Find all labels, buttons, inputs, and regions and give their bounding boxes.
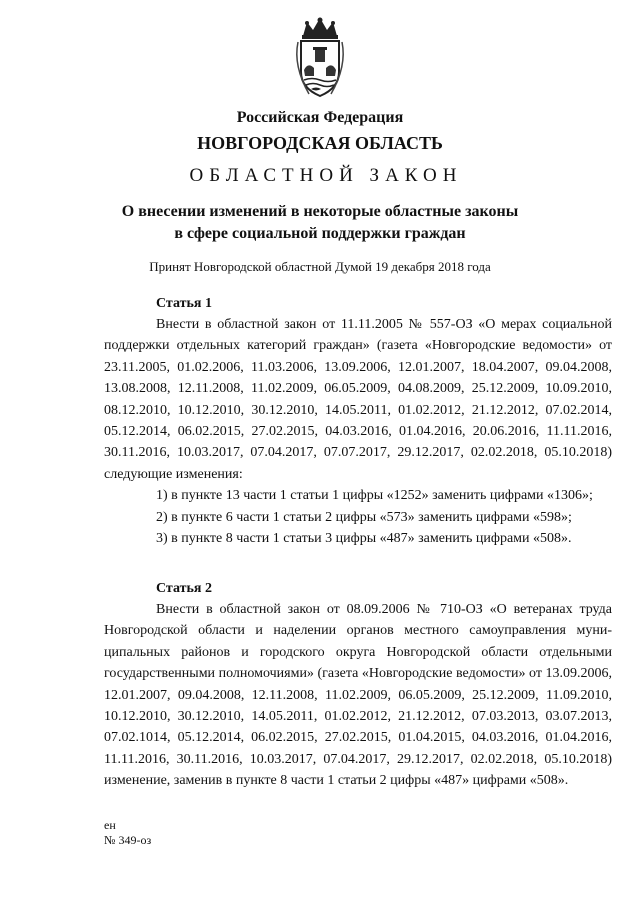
article-1-item-1: 1) в пункте 13 части 1 статьи 1 цифры «1252» заменить цифрами «1306»;	[156, 488, 593, 504]
article-1-item-3: 3) в пункте 8 части 1 статьи 3 цифры «487» заменить цифрами «508».	[156, 531, 572, 547]
law-title-line-1: О внесении изменений в некоторые областные законы	[121, 203, 519, 220]
executor-initials: ен	[104, 818, 116, 832]
article-2	[104, 578, 612, 792]
law-title	[0, 201, 640, 245]
region-name: НОВГОРОДСКАЯ ОБЛАСТЬ	[197, 133, 443, 153]
law-type: ОБЛАСТНОЙ ЗАКОН	[189, 165, 463, 186]
article-1-item-2: 2) в пункте 6 части 1 статьи 2 цифры «573» заменить цифрами «598»;	[156, 509, 572, 525]
registration-note	[104, 818, 151, 848]
law-number: № 349-оз	[104, 833, 152, 847]
country-name: Российская Федерация	[236, 109, 404, 126]
law-title-line-2: в сфере социальной поддержки граждан	[174, 225, 466, 242]
novgorod-coat-of-arms-icon	[291, 16, 349, 100]
article-2-heading: Статья 2	[156, 581, 212, 596]
article-1-heading: Статья 1	[156, 296, 212, 311]
article-1	[104, 293, 612, 549]
article-1-intro: Внести в областной закон от 11.11.2005 № 557-ОЗ «О мерах социальной поддержки отдельных категорий граждан» (газета «Новгородские ведомости» от 23.11.2005, 01.02.2006, 11.03.2006, 13.09.2006, 12.01.2007, 18.04.2007, 09.04.2008, 13.08.2008, 12.11.2008, 11.02.2009, 06.05.2009, 04.08.2009, 25.12.2009, 10.09.2010, 08.12.2010, 10.12.2010, 30.12.2010, 14.05.2011, 01.02.2012, 21.12.2012, 07.02.2014, 05.12.2014, 06.02.2015, 27.02.2015, 04.03.2016, 01.04.2016, 20.06.2016, 11.11.2016, 30.11.2016, 10.03.2017, 07.04.2017, 07.07.2017, 29.12.2017, 02.02.2018, 05.10.2018) следующие изменения:	[104, 317, 612, 482]
adoption-note: Принят Новгородской областной Думой 19 декабря 2018 года	[149, 259, 491, 274]
article-2-body: Внести в областной закон от 08.09.2006 № 710-ОЗ «О ветеранах труда Новгородской области и наделении органов местного самоуправления муниципальных районов и городского округа Новгородской области отдельными государственными полномочиями» (газета «Новгородские ведомости» от 13.09.2006, 12.01.2007, 09.04.2008, 12.11.2008, 11.02.2009, 06.05.2009, 25.12.2009, 11.09.2010, 10.12.2010, 30.12.2010, 14.05.2011, 01.02.2012, 21.12.2012, 07.03.2013, 03.07.2013, 07.02.1014, 05.12.2014, 06.02.2015, 27.02.2015, 01.04.2015, 04.03.2016, 01.04.2016, 11.11.2016, 30.11.2016, 10.03.2017, 07.04.2017, 29.12.2017, 02.02.2018, 05.10.2018) изменение, заменив в пункте 8 части 1 статьи 2 цифры «487» цифрами «508».	[104, 602, 612, 789]
